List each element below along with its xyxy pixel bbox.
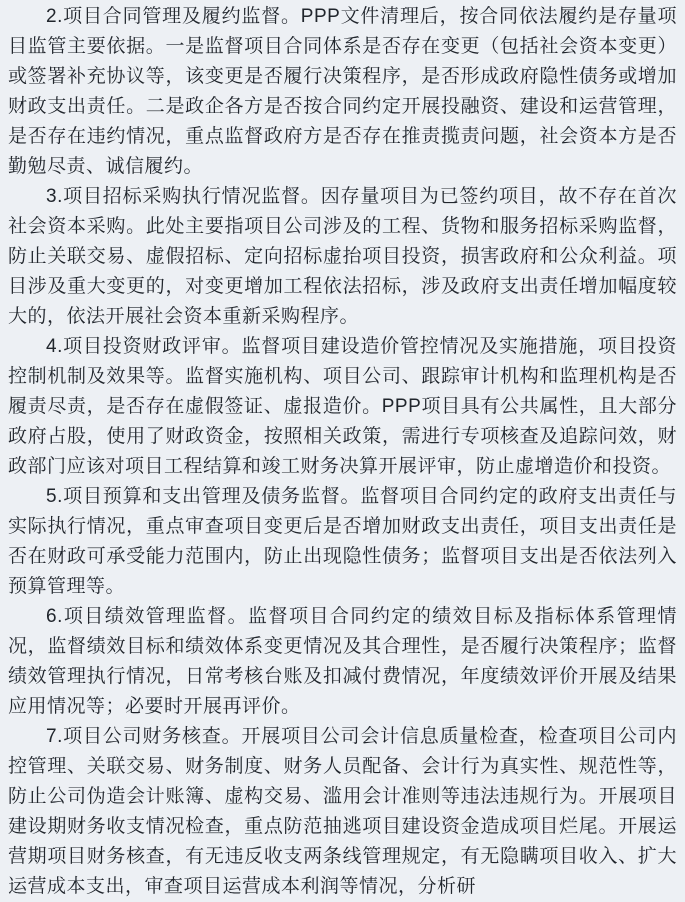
paragraph-investment-fiscal-review: 4.项目投资财政评审。监督项目建设造价管控情况及实施措施，项目投资控制机制及效果等。监督实施机构、项目公司、跟踪审计机构和监理机构是否履责尽责，是否存在虚假签证、虚报造价。PPP项目具有公共属性，且大部分政府占股，使用了财政资金，按照相关政策，需进行专项核查及追踪问效，财政部门应该对项目工程结算和竣工财务决算开展评审，防止虚增造价和投资。 [8,336,677,477]
paragraph-procurement-execution-supervision: 3.项目招标采购执行情况监督。因存量项目为已签约项目，故不存在首次社会资本采购。此处主要指项目公司涉及的工程、货物和服务招标采购监督，防止关联交易、虚假招标、定向招标虚抬项目投资，损害政府和公众利益。项目涉及重大变更的，对变更增加工程依法招标，涉及政府支出责任增加幅度较大的，依法开展社会资本重新采购程序。 [8,186,677,327]
paragraph-performance-management-supervision: 6.项目绩效管理监督。监督项目合同约定的绩效目标及指标体系管理情况，监督绩效目标和绩效体系变更情况及其合理性，是否履行决策程序；监督绩效管理执行情况，日常考核台账及扣减付费情况，年度绩效评价开展及结果应用情况等；必要时开展再评价。 [8,606,677,717]
paragraph-company-financial-audit: 7.项目公司财务核查。开展项目公司会计信息质量检查，检查项目公司内控管理、关联交易、财务制度、财务人员配备、会计行为真实性、规范性等，防止公司伪造会计账簿、虚构交易、滥用会计准则等违法违规行为。开展项目建设期财务收支情况检查，重点防范抽逃项目建设资金造成项目烂尾。开展运营期项目财务核查，有无违反收支两条线管理规定，有无隐瞒项目收入、扩大运营成本支出，审查项目运营成本利润等情况，分析研 [8,726,677,897]
paragraph-contract-performance-supervision: 2.项目合同管理及履约监督。PPP文件清理后，按合同依法履约是存量项目监管主要依据。一是监督项目合同体系是否存在变更（包括社会资本变更）或签署补充协议等，该变更是否履行决策程序，是否形成政府隐性债务或增加财政支出责任。二是政企各方是否按合同约定开展投融资、建设和运营管理，是否存在违约情况，重点监督政府方是否存在推责揽责问题，社会资本方是否勤勉尽责、诚信履约。 [8,6,677,177]
paragraph-budget-expenditure-debt-supervision: 5.项目预算和支出管理及债务监督。监督项目合同约定的政府支出责任与实际执行情况，重点审查项目变更后是否增加财政支出责任，项目支出责任是否在财政可承受能力范围内，防止出现隐性债务；监督项目支出是否依法列入预算管理等。 [8,486,677,597]
